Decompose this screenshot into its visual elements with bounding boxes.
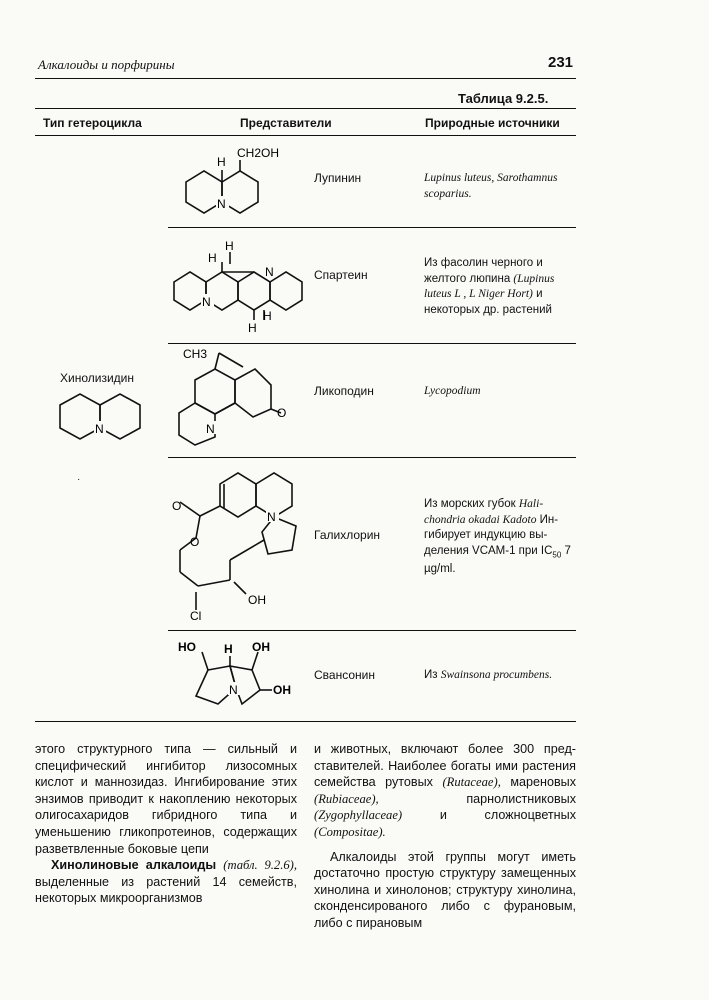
sparteine-structure	[168, 234, 318, 334]
table-number: Таблица 9.2.5.	[458, 91, 549, 106]
atom-label: HO	[178, 640, 196, 654]
lupinine-structure	[180, 142, 290, 222]
column-header-heterocycle: Тип гетероцикла	[43, 116, 142, 130]
atom-label: Cl	[190, 609, 202, 623]
source-halichlorine: Из морских губок Halichondria okadai Kadoto Ингибирует индукцию выделения VCAM-1 при $IC_{50}$ 7 µg/ml.	[424, 498, 571, 576]
atom-label: OH	[273, 683, 291, 697]
row-separator	[168, 457, 576, 458]
row-separator	[168, 343, 576, 344]
source-sparteine: Из фасолин черного и желтого люпина (Lupinus luteus L , L Niger Hort) и некоторых др. растений	[424, 257, 555, 316]
atom-label: O	[190, 535, 200, 549]
row-separator	[168, 227, 576, 228]
compound-name-swainsonine: Свансонин	[314, 668, 375, 682]
body-paragraph: Хинолиновые алкалоиды (табл. 9.2.6), выделенные из растений 14 семейств, некоторых микроорганизмов	[35, 858, 297, 906]
lycopodine-structure	[175, 345, 305, 450]
swainsonine-structure	[172, 638, 302, 718]
heterocycle-name: Хинолизидин	[60, 371, 134, 385]
header-rule	[35, 78, 576, 79]
compound-name-lupinine: Лупинин	[314, 171, 362, 185]
atom-label: CH2OH	[237, 146, 280, 160]
atom-label: OH	[252, 640, 270, 654]
atom-label: N	[202, 295, 211, 309]
halichlorine-structure	[168, 462, 318, 622]
body-text-left	[35, 741, 297, 907]
quinolizidine-structure	[50, 390, 160, 445]
atom-label: N	[229, 683, 238, 697]
body-text-right	[314, 741, 576, 932]
body-paragraph: этого структурного типа — сильный и специфический ингибитор лизосомных кислот и маннозидаз. Ингибирование этих энзимов приводит к накоплению некоторых олигосахаридов гибридного типа и уменьшению гликопротеинов, содержащих разветвленные боковые цепи	[35, 742, 297, 856]
page-number: 231	[548, 54, 574, 71]
source-lupinine: Lupinus luteus, Sarothamnus scoparius.	[424, 172, 558, 200]
body-paragraph: и животных, включают более 300 представителей. Наиболее богаты ими растения семейства рутовых (Rutaceae), мареновых (Rubiaceae), парнолистниковых (Zygophyllaceae) и сложноцветных (Compositae).	[314, 742, 577, 839]
table-top-rule	[35, 108, 576, 109]
stray-mark: ·	[77, 474, 81, 485]
atom-label: CH3	[183, 347, 208, 361]
atom-label: N	[217, 197, 226, 211]
atom-label: N	[265, 265, 274, 279]
body-paragraph: Алкалоиды этой группы могут иметь достаточно простую структуру замещенных хинолина и хинолонов; структуру хинолина, сконденсированого либо с фурановым, либо с пирановым	[314, 849, 576, 930]
atom-label: N	[95, 422, 104, 436]
atom-label: H	[248, 321, 257, 335]
atom-label: H	[217, 155, 226, 169]
source-swainsonine: Из Swainsona procumbens.	[424, 669, 553, 681]
table-bottom-rule	[35, 721, 576, 722]
running-title: Алкалоиды и порфирины	[38, 57, 175, 72]
atom-label: H	[263, 309, 272, 323]
compound-name-sparteine: Спартеин	[314, 268, 368, 282]
atom-label: H	[208, 251, 217, 265]
atom-label: H	[224, 642, 233, 656]
atom-label: N	[206, 422, 215, 436]
column-header-sources: Природные источники	[425, 116, 560, 130]
table-header-rule	[35, 135, 576, 136]
atom-label: N	[267, 510, 276, 524]
atom-label: OH	[248, 593, 266, 607]
source-lycopodine: Lycopodium	[424, 385, 481, 397]
atom-label: H	[225, 239, 234, 253]
compound-name-lycopodine: Ликоподин	[314, 384, 374, 398]
atom-label: O	[172, 499, 182, 513]
column-header-representatives: Представители	[240, 116, 332, 130]
atom-label: O	[277, 406, 287, 420]
compound-name-halichlorine: Галихлорин	[314, 528, 381, 542]
row-separator	[168, 630, 576, 631]
